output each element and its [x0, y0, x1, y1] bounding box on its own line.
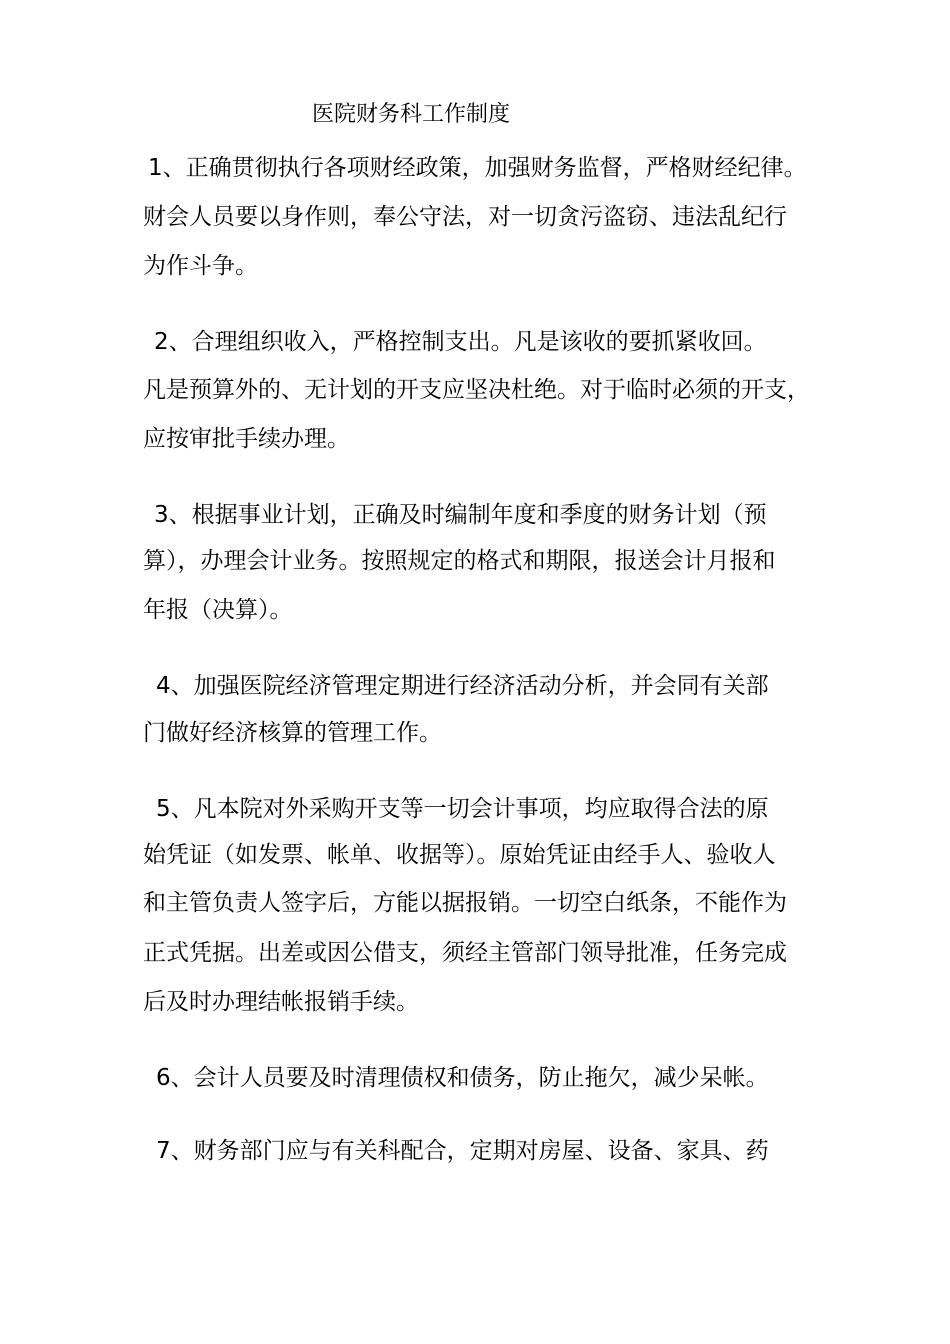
paragraph-line: 为作斗争。: [143, 253, 258, 279]
paragraph-line: 5、凡本院对外采购开支等一切会计事项，均应取得合法的原: [156, 796, 769, 822]
paragraph-line: 4、加强医院经济管理定期进行经济活动分析，并会同有关部: [156, 673, 769, 699]
paragraph-line: 3、根据事业计划，正确及时编制年度和季度的财务计划（预: [154, 502, 767, 528]
paragraph-line: 2、合理组织收入，严格控制支出。凡是该收的要抓紧收回。: [154, 329, 767, 355]
paragraph-line: 始凭证（如发票、帐单、收据等）。原始凭证由经手人、验收人: [143, 842, 776, 868]
paragraph-line: 1、正确贯彻执行各项财经政策，加强财务监督，严格财经纪律。: [148, 155, 807, 181]
paragraph-line: 算），办理会计业务。按照规定的格式和期限，报送会计月报和: [143, 548, 776, 574]
document-title: 医院财务科工作制度: [312, 102, 511, 127]
paragraph-line: 凡是预算外的、无计划的开支应坚决杜绝。对于临时必须的开支，: [143, 377, 810, 403]
paragraph-line: 财会人员要以身作则，奉公守法，对一切贪污盗窃、违法乱纪行: [143, 204, 787, 230]
paragraph-line: 年报（决算）。: [143, 597, 293, 623]
paragraph-line: 后及时办理结帐报销手续。: [143, 989, 419, 1015]
paragraph-line: 6、会计人员要及时清理债权和债务，防止拖欠，减少呆帐。: [156, 1065, 769, 1091]
paragraph-line: 和主管负责人签字后，方能以据报销。一切空白纸条，不能作为: [143, 890, 787, 916]
paragraph-line: 7、财务部门应与有关科配合，定期对房屋、设备、家具、药: [156, 1138, 769, 1164]
paragraph-line: 应按审批手续办理。: [143, 426, 350, 452]
paragraph-line: 门做好经济核算的管理工作。: [143, 720, 442, 746]
paragraph-line: 正式凭据。出差或因公借支，须经主管部门领导批准，任务完成: [143, 940, 787, 966]
